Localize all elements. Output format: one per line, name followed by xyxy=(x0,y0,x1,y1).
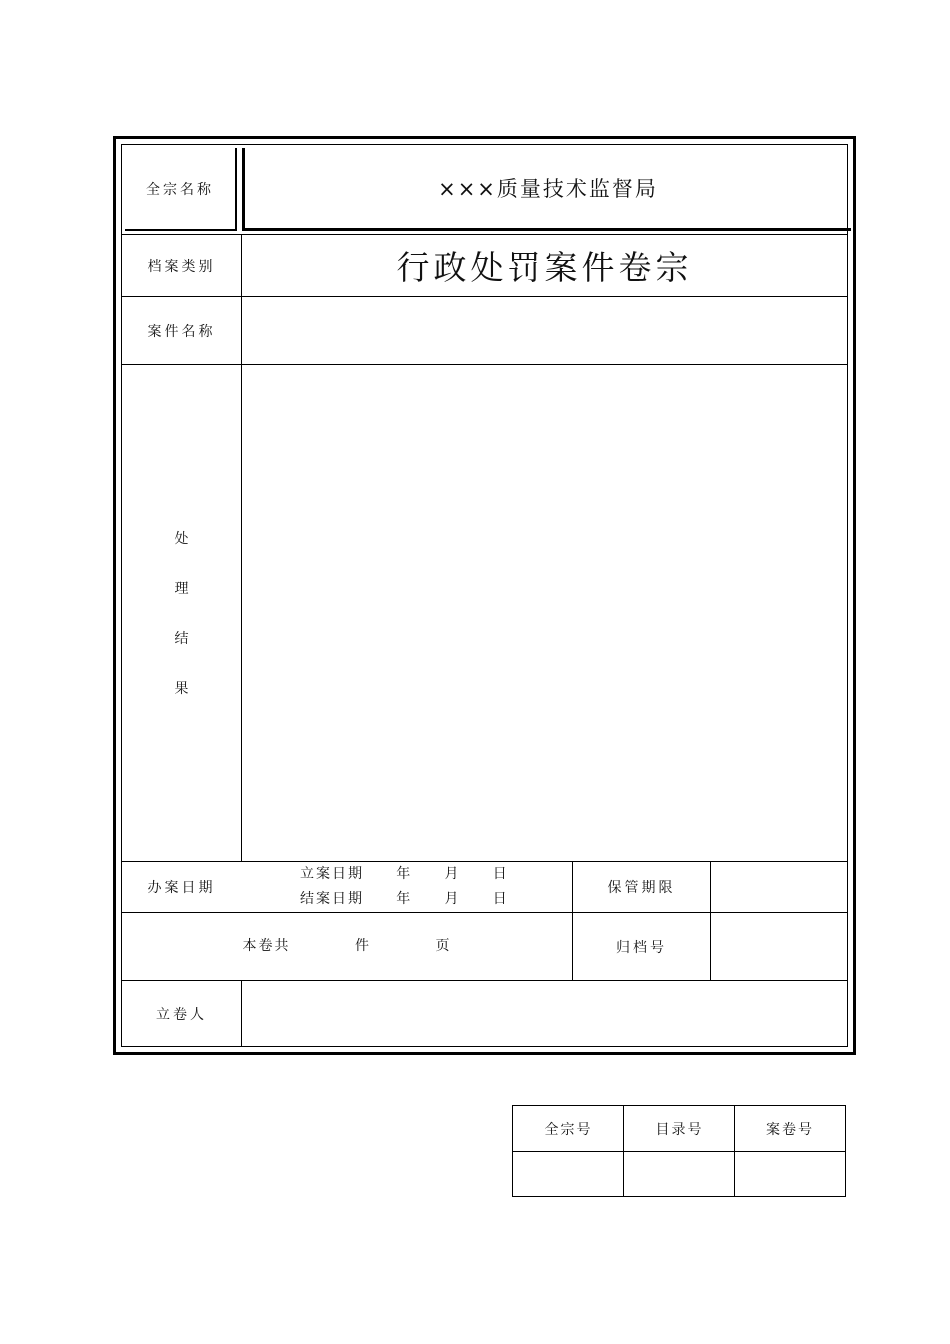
archive-no-value-cell[interactable] xyxy=(711,913,847,980)
result-label-char: 理 xyxy=(174,581,189,597)
compiler-label-cell xyxy=(122,981,241,1046)
fonds-name-label: 全宗名称 xyxy=(146,181,214,198)
column-divider xyxy=(241,235,242,862)
result-value-cell[interactable] xyxy=(242,365,847,861)
compiler-value-cell[interactable] xyxy=(242,981,847,1046)
archive-category-value: 行政处罚案件卷宗 xyxy=(396,248,693,287)
code-header-label: 目录号 xyxy=(655,1121,704,1138)
code-value-file-no[interactable] xyxy=(735,1152,845,1196)
result-label-char: 结 xyxy=(174,631,189,647)
fonds-name-value: ×××质量技术监督局 xyxy=(438,177,658,201)
result-label-cell xyxy=(122,365,241,861)
archive-no-label-cell xyxy=(573,913,710,980)
retention-value-cell[interactable] xyxy=(711,862,847,912)
retention-label: 保管期限 xyxy=(607,880,676,896)
volume-count-cell[interactable] xyxy=(122,913,572,980)
column-divider xyxy=(572,862,573,980)
column-divider xyxy=(623,1106,624,1196)
volume-count-line: 本卷共 件 页 xyxy=(242,938,452,954)
case-cover-form xyxy=(113,136,856,1055)
form-inner-frame xyxy=(121,144,848,1047)
code-header-label: 案卷号 xyxy=(766,1121,814,1138)
archive-category-label-cell xyxy=(122,235,241,296)
result-label-char: 处 xyxy=(174,531,189,547)
fonds-name-value-cell[interactable] xyxy=(242,148,851,231)
code-value-fonds-no[interactable] xyxy=(513,1152,624,1196)
code-header-file-no xyxy=(735,1106,845,1151)
handling-date-value-cell[interactable] xyxy=(242,862,572,912)
archive-category-value-cell[interactable] xyxy=(242,235,847,296)
code-value-catalog-no[interactable] xyxy=(624,1152,735,1196)
case-name-value-cell[interactable] xyxy=(242,297,847,364)
code-header-label: 全宗号 xyxy=(544,1121,593,1138)
fonds-name-label-cell xyxy=(125,148,237,231)
archive-code-table xyxy=(512,1105,846,1197)
compiler-label: 立卷人 xyxy=(156,1006,207,1023)
column-divider xyxy=(241,981,242,1046)
case-name-label-cell xyxy=(122,297,241,364)
filing-date-line: 立案日期 年 月 日 xyxy=(300,866,509,882)
handling-date-label-cell xyxy=(122,862,241,912)
retention-label-cell xyxy=(573,862,710,912)
column-divider xyxy=(734,1106,735,1196)
code-header-fonds-no xyxy=(513,1106,624,1151)
column-divider xyxy=(710,862,711,980)
row-divider xyxy=(513,1151,845,1152)
code-header-catalog-no xyxy=(624,1106,735,1151)
closing-date-line: 结案日期 年 月 日 xyxy=(300,891,509,907)
archive-category-label: 档案类别 xyxy=(147,258,216,275)
case-name-label: 案件名称 xyxy=(147,323,216,340)
result-label-char: 果 xyxy=(174,681,189,697)
handling-date-label: 办案日期 xyxy=(147,880,216,896)
archive-no-label: 归档号 xyxy=(616,939,667,956)
